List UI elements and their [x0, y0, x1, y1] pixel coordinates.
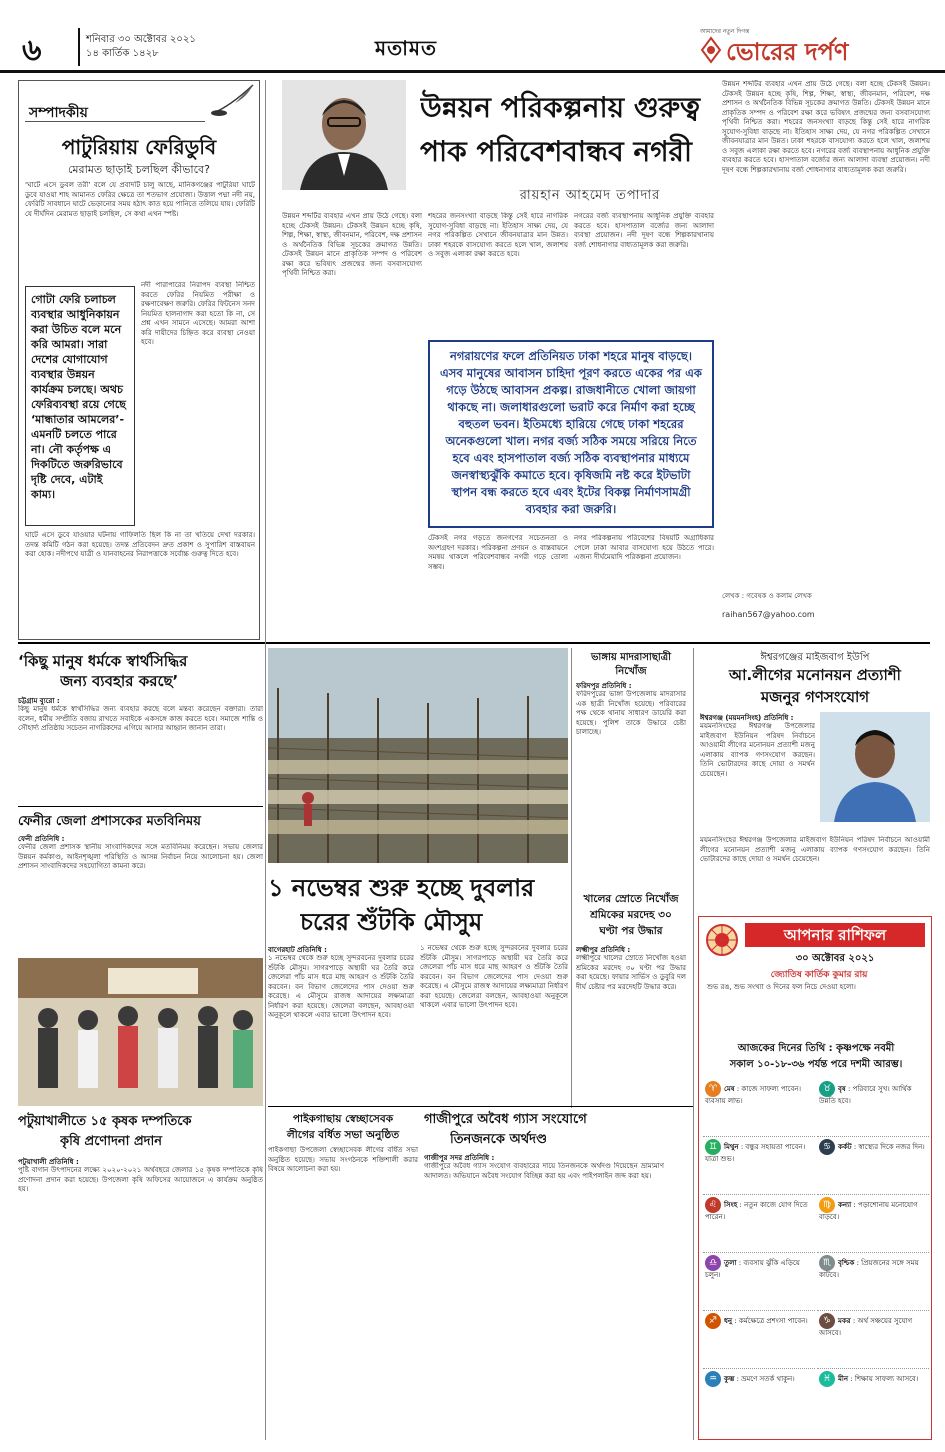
patuakhali-body: পুষ্টি বাগান উৎপাদনের লক্ষ্যে ২০২০-২০২১ অর্থবছরে জেলার ১৫ কৃষক দম্পতিকে কৃষি প্রণোদনা প্রদান করা হয়েছে। উপজেলা কৃষি অফিসের আয়োজনে এ কার্যক্রম অনুষ্ঠিত হয়। [18, 1166, 263, 1193]
editorial-body-1: ‘ঘাটে এসে ডুবল তরী’ বলে যে প্রবাদটি চালু আছে, মানিকগঞ্জের পাটুরিয়া ঘাটে ডুবে যাওয়া শাহ আমানত ফেরির ক্ষেত্রে তা শতভাগ প্রযোজ্য। উত্তাল পদ্মা নদী নয়, ফেরিটি সাবধানে ঘাটে ভেড়ানোর সময় হঠাৎ কাত হয়ে পানিতে তলিয়ে যায়। ফেরিটি যে দীর্ঘদিন মেরামত ছাড়াই চলছিল, সে কথা এখন স্পষ্ট। [25, 181, 255, 218]
oped-author: রায়হান আহমেদ তপাদার [519, 188, 661, 203]
logo-icon [700, 36, 722, 64]
candidate-body: ময়মনসিংহের ঈশ্বরগঞ্জ উপজেলার মাইজবাগ ইউনিয়ন পরিষদ নির্বাচনে আওয়ামী লীগের মনোনয়ন প্রত্যাশী মজনু এলাকায় ব্যাপক গণসংযোগ করছেন। তিনি ভোটারদের কাছে দোয়া ও সমর্থন চেয়েছেন। [700, 722, 815, 778]
libra-icon: ♎ [705, 1255, 721, 1271]
paikgacha-headline-1: পাইকগাছায় স্বেচ্ছাসেবক [292, 1113, 394, 1125]
zodiac-wheel-icon [705, 923, 739, 957]
editorial-box [18, 80, 260, 640]
zodiac-item: ♒ কুম্ভ : ভ্রমণে সতর্ক থাকুন। [703, 1369, 815, 1427]
header-date: শনিবার ৩০ অক্টোবর ২০২১ [86, 34, 196, 45]
paper-tagline: আমাদের নতুন দিগন্ত [700, 28, 750, 35]
pisces-icon: ♓ [819, 1371, 835, 1387]
dublar-headline-2: চরের শুঁটকি মৌসুম [300, 908, 483, 936]
religion-headline-1: ‘কিছু মানুষ ধর্মকে স্বার্থসিদ্ধির [18, 652, 188, 670]
oped-byline-note: লেখক : গবেষক ও কলাম লেখক [722, 592, 812, 600]
candidate-dateline: ঈশ্বরগঞ্জ (ময়মনসিংহ) প্রতিনিধি : [700, 714, 794, 722]
zodiac-col-right [817, 1079, 929, 1427]
gazipur-body: গাজীপুরে অবৈধ গ্যাস সংযোগ ব্যবহারের দায়ে তিনজনকে অর্থদণ্ড দিয়েছেন ভ্রাম্যমাণ আদালত। অভিযানে অবৈধ সংযোগ বিচ্ছিন্ন করা হয় এবং পাইপলাইন জব্দ করা হয়। [424, 1162, 664, 1180]
gazipur-headline-1: গাজীপুরে অবৈধ গ্যাস সংযোগে [424, 1112, 587, 1127]
oped-col-4: টেকসই নগর গড়তে জনগণের সচেতনতা ও অংশগ্রহণ দরকার। পরিকল্পনা প্রণয়ন ও বাস্তবায়নে সমন্বয় থাকলে পরিবেশবান্ধব নগরী গড়ে তোলা সম্ভব। [428, 534, 568, 571]
oped-col-3: নগরের বর্জ্য ব্যবস্থাপনায় আধুনিক প্রযুক্তি ব্যবহার করতে হবে। হাসপাতাল বর্জ্যের জন্য আলাদা ব্যবস্থা প্রয়োজন। নদী দূষণ বন্ধে শিল্পকারখানায় বর্জ্য শোধনাগার বাধ্যতামূলক করা জরুরি। [574, 212, 714, 249]
quill-icon [209, 83, 257, 117]
editorial-body-2: নদী পারাপারের নিরাপদ ব্যবস্থা নিশ্চিত করতে ফেরির নিয়মিত পরীক্ষা ও রক্ষণাবেক্ষণ জরুরি। ফেরির ফিটনেস সনদ নিয়মিত হালনাগাদ করা হতো কি না, সে প্রশ্ন এখন সামনে এসেছে। আমরা আশা করি দায়ীদের চিহ্নিত করে ব্যবস্থা নেওয়া হবে। [141, 281, 255, 346]
madrasa-headline-1: ভাঙ্গায় মাদরাসাছাত্রী [590, 652, 672, 663]
horoscope-date: ৩০ অক্টোবর ২০২১ [795, 953, 875, 964]
paikgacha-headline-2: লীগের বর্ধিত সভা অনুষ্ঠিত [286, 1129, 400, 1141]
paper-name: ভোরের দর্পণ [726, 37, 849, 66]
gazipur-dateline: গাজীপুর সদর প্রতিনিধি : [424, 1154, 495, 1162]
madrasa-dateline: ফরিদপুর প্রতিনিধি : [576, 682, 632, 690]
editorial-pullquote: গোটা ফেরি চলাচল ব্যবস্থার আধুনিকায়ন করা উচিত বলে মনে করি আমরা। সারা দেশের যোগাযোগ ব্যবস্থার উন্নয়ন কার্যক্রম চলছে। অথচ ফেরিব্যবস্থা রয়ে গেছে ‘মান্ধাতার আমলের’- এমনটি চলতে পারে না। নৌ কর্তৃপক্ষ এ দিকটিতে জরুরিভাবে দৃষ্টি দেবে, এটাই কাম্য। [25, 286, 135, 526]
cancer-icon: ♋ [819, 1139, 835, 1155]
scorpio-icon: ♏ [819, 1255, 835, 1271]
dublar-headline-1: ১ নভেম্বর শুরু হচ্ছে দুবলার [268, 874, 535, 902]
religion-headline-2: জন্য ব্যবহার করছে’ [60, 672, 179, 690]
feni-dateline: ফেনী প্রতিনিধি : [18, 835, 65, 843]
tithi-line: আজকের দিনের তিথি : কৃষ্ণপক্ষে নবমী [737, 1043, 895, 1054]
feni-headline: ফেনীর জেলা প্রশাসকের মতবিনিময় [18, 814, 201, 829]
virgo-icon: ♍ [819, 1197, 835, 1213]
zodiac-list [703, 1079, 929, 1435]
worker-headline-3: ঘণ্টা পর উদ্ধার [599, 925, 663, 937]
section-title: মতামত [375, 36, 438, 60]
worker-headline-1: খালের স্রোতে নিখোঁজ [583, 893, 679, 905]
oped-callout [428, 340, 714, 528]
zodiac-col-left [703, 1079, 815, 1427]
patuakhali-dateline: পটুয়াখালী প্রতিনিধি : [18, 1158, 79, 1166]
editorial-label: সম্পাদকীয় [29, 105, 88, 121]
taurus-icon: ♉ [819, 1081, 835, 1097]
oped-col-5: নগর পরিকল্পনায় পরিবেশের বিষয়টি অগ্রাধিকার পেলে ঢাকা আবার বাসযোগ্য হয়ে উঠতে পারে। এজন্য দীর্ঘমেয়াদি পরিকল্পনা প্রয়োজন। [574, 534, 714, 561]
header-date-bn: ১৪ কার্তিক ১৪২৮ [86, 48, 159, 59]
page-number: ৬ [22, 33, 42, 68]
patuakhali-headline-1: পটুয়াখালীতে ১৫ কৃষক দম্পতিকে [18, 1114, 192, 1129]
oped-headline-1: উন্নয়ন পরিকল্পনায় গুরুত্ব [420, 91, 701, 124]
zodiac-item: ♐ ধনু : কর্মক্ষেত্রে প্রশংসা পাবেন। [703, 1311, 815, 1369]
candidate-photo [820, 712, 930, 822]
dublar-dateline: বাগেরহাট প্রতিনিধি : [268, 946, 327, 954]
page-header [0, 22, 945, 74]
feni-body: ফেনীর জেলা প্রশাসক স্থানীয় সাংবাদিকদের সঙ্গে মতবিনিময় করেছেন। সভায় জেলার উন্নয়ন কর্মকাণ্ড, আইনশৃঙ্খলা পরিস্থিতি ও আসন্ন নির্বাচন নিয়ে আলোচনা হয়। জেলা প্রশাসন সাংবাদিকদের সহযোগিতা কামনা করে। [18, 843, 263, 870]
aries-icon: ♈ [705, 1081, 721, 1097]
zodiac-item: ♋ কর্কট : স্বাস্থ্যের দিকে নজর দিন। [817, 1137, 929, 1195]
horoscope-astrologer: জ্যোতিষ কার্তিক কুমার রায় [770, 970, 868, 980]
tithi-time: সকাল ১০-১৮-৩৬ পর্যন্ত পরে দশমী আরম্ভ। [729, 1059, 903, 1070]
oped-email[interactable]: raihan567@yahoo.com [722, 610, 815, 619]
aquarius-icon: ♒ [705, 1371, 721, 1387]
zodiac-item: ♑ মকর : অর্থ সঞ্চয়ের সুযোগ আসবে। [817, 1311, 929, 1369]
oped-col-2: শহরের জনসংখ্যা বাড়ছে কিন্তু সেই হারে নাগরিক সুযোগ-সুবিধা বাড়ছে না। ইতিহাস সাক্ষ্য দেয়, যে নগর পরিকল্পিত সেখানে জীবনযাত্রার মান উন্নত। ঢাকা শহরকে বাসযোগ্য করতে হলে খাল, জলাশয় ও সবুজ এলাকা রক্ষা করতে হবে। [428, 212, 568, 258]
editorial-headline: পাটুরিয়ায় ফেরিডুবি [61, 135, 217, 159]
paikgacha-body: পাইকগাছা উপজেলা স্বেচ্ছাসেবক লীগের বর্ধিত সভা অনুষ্ঠিত হয়েছে। সভায় সংগঠনকে শক্তিশালী করার বিষয়ে আলোচনা করা হয়। [268, 1146, 418, 1173]
zodiac-item: ♈ মেষ : কাজে সাফল্য পাবেন। ব্যবসায় লাভ। [703, 1079, 815, 1137]
zodiac-item: ♉ বৃষ : পরিবারে সুখ। আর্থিক উন্নতি হবে। [817, 1079, 929, 1137]
candidate-headline-2: মজনুর গণসংযোগ [760, 688, 870, 706]
zodiac-item: ♓ মীন : শিক্ষায় সাফল্য আসবে। [817, 1369, 929, 1427]
oped-right-col: উন্নয়ন শব্দটির ব্যবহার এখন প্রায় উঠে গেছে। বলা হচ্ছে টেকসই উন্নয়ন। টেকসই উন্নয়ন হচ্ছে কৃষি, শিল্প, শিক্ষা, স্বাস্থ্য, জীবনমান, পরিবেশ, দক্ষ প্রশাসন ও অর্থনৈতিক বিভিন্ন সূচকের ক্রমাগত উন্নতি। টেকসই উন্নয়ন মানে প্রাকৃতিক সম্পদ ও পরিবেশ রক্ষা করে ভবিষ্যৎ প্রজন্মের জন্য বসবাসযোগ্য পৃথিবী নিশ্চিত করা। শহরের জনসংখ্যা বাড়ছে কিন্তু সেই হারে নাগরিক সুযোগ-সুবিধা বাড়ছে না। ইতিহাস সাক্ষ্য দেয়, যে নগর পরিকল্পিত সেখানে জীবনযাত্রার মান উন্নত। ঢাকা শহরকে বাসযোগ্য করতে হলে খাল, জলাশয় ও সবুজ এলাকা রক্ষা করতে হবে। নগরের বর্জ্য ব্যবস্থাপনায় আধুনিক প্রযুক্তি ব্যবহার করতে হবে। হাসপাতাল বর্জ্যের জন্য আলাদা ব্যবস্থা প্রয়োজন। নদী দূষণ বন্ধে শিল্পকারখানায় বর্জ্য শোধনাগার বাধ্যতামূলক করা জরুরি। [722, 80, 930, 174]
oped-callout-text: নগরায়ণের ফলে প্রতিনিয়ত ঢাকা শহরে মানুষ বাড়ছে। এসব মানুষের আবাসন চাহিদা পূরণ করতে একের পর এক গড়ে উঠছে আবাসন প্রকল্প। রাজধানীতে খোলা জায়গা থাকছে না। জলাধারগুলো ভরাট করে নির্মাণ করা হচ্ছে বহুতল ভবন। ইতিমধ্যে হারিয়ে গেছে ঢাকা শহরের অনেকগুলো খাল। নগর বর্জ্য সঠিক সময়ে সরিয়ে নিতে হবে এবং হাসপাতাল বর্জ্য সঠিক ব্যবস্থাপনার মাধ্যমে জনস্বাস্থ্যঝুঁকি কমাতে হবে। কৃষিজমি নষ্ট করে ইটভাটা স্থাপন বন্ধ করতে হবে এবং ইটের বিকল্প নির্মাণসামগ্রী ব্যবহার করা জরুরি। [440, 349, 702, 516]
zodiac-item: ♌ সিংহ : নতুন কাজে যোগ দিতে পারেন। [703, 1195, 815, 1253]
leo-icon: ♌ [705, 1197, 721, 1213]
worker-body: লক্ষ্মীপুরে খালের স্রোতে নিখোঁজ হওয়া শ্রমিকের মরদেহ ৩০ ঘণ্টা পর উদ্ধার করা হয়েছে। ফায়ার সার্ভিস ও ডুবুরি দল দীর্ঘ চেষ্টার পর মরদেহটি উদ্ধার করে। [576, 954, 686, 991]
religion-body: কিছু মানুষ ধর্মকে স্বার্থসিদ্ধির জন্য ব্যবহার করছে বলে মন্তব্য করেছেন বক্তারা। তারা বলেন, ধর্মীয় সম্প্রীতি বজায় রাখতে সবাইকে একসঙ্গে কাজ করতে হবে। সমাজে শান্তি ও সৌহার্দ্য প্রতিষ্ঠায় সচেতন নাগরিকদের এগিয়ে আসার আহ্বান জানান তারা। [18, 705, 263, 732]
gemini-icon: ♊ [705, 1139, 721, 1155]
zodiac-item: ♏ বৃশ্চিক : প্রিয়জনের সঙ্গে সময় কাটবে। [817, 1253, 929, 1311]
worker-headline-2: শ্রমিকের মরদেহ ৩০ [590, 909, 672, 921]
editorial-body-3: ঘাটে এসে ডুবে যাওয়ার ঘটনায় গাফিলতি ছিল কি না তা খতিয়ে দেখা দরকার। তদন্ত কমিটি গঠন করা হয়েছে। তদন্ত প্রতিবেদন দ্রুত প্রকাশ ও সুপারিশ বাস্তবায়ন করা হোক। নদীপথে যাত্রী ও যানবাহনের নিরাপত্তাকে সর্বোচ্চ গুরুত্ব দিতে হবে। [25, 531, 255, 558]
oped-headline-2: পাক পরিবেশবান্ধব নগরী [420, 135, 692, 168]
madrasa-headline-2: নিখোঁজ [615, 666, 647, 677]
dublar-photo [268, 648, 568, 863]
zodiac-item: ♍ কন্যা : পড়াশোনায় মনোযোগ বাড়বে। [817, 1195, 929, 1253]
capricorn-icon: ♑ [819, 1313, 835, 1329]
madrasa-body: ফরিদপুরের ভাঙ্গা উপজেলায় মাদরাসার এক ছাত্রী নিখোঁজ হয়েছে। পরিবারের পক্ষ থেকে থানায় সাধারণ ডায়েরি করা হয়েছে। পুলিশ তাকে উদ্ধারে চেষ্টা চালাচ্ছে। [576, 690, 686, 736]
horoscope-box [698, 916, 932, 1440]
editorial-subhead: মেরামত ছাড়াই চলছিল কীভাবে? [67, 163, 211, 176]
religion-dateline: চট্টগ্রাম ব্যুরো : [18, 697, 60, 705]
oped-col-1: উন্নয়ন শব্দটির ব্যবহার এখন প্রায় উঠে গেছে। বলা হচ্ছে টেকসই উন্নয়ন। টেকসই উন্নয়ন হচ্ছে কৃষি, শিল্প, শিক্ষা, স্বাস্থ্য, জীবনমান, পরিবেশ, দক্ষ প্রশাসন ও অর্থনৈতিক বিভিন্ন সূচকের ক্রমাগত উন্নতি। টেকসই উন্নয়ন মানে প্রাকৃতিক সম্পদ ও পরিবেশ রক্ষা করে ভবিষ্যৎ প্রজন্মের জন্য বসবাসযোগ্য পৃথিবী নিশ্চিত করা। [282, 212, 422, 277]
patuakhali-photo [18, 958, 263, 1106]
horoscope-intro: শুভ রঙ, শুভ সংখ্যা ও দিনের ফল নিচে দেওয়া হলো। [707, 983, 856, 991]
worker-dateline: লক্ষ্মীপুর প্রতিনিধি : [576, 946, 631, 954]
dublar-body-1: ১ নভেম্বর থেকে শুরু হচ্ছে সুন্দরবনের দুবলার চরের শুঁটকি মৌসুম। সাগরপাড়ে অস্থায়ী ঘর তৈরি করে জেলেরা পাঁচ মাস ধরে মাছ আহরণ ও শুঁটকি তৈরি করবেন। বন বিভাগ জেলেদের পাস দেওয়া শুরু করেছে। এ মৌসুমে রাজস্ব আদায়ের লক্ষ্যমাত্রা নির্ধারণ করা হয়েছে। জেলেরা বলছেন, আবহাওয়া অনুকূলে থাকলে এবার ভালো উৎপাদন হবে। [268, 954, 414, 1019]
zodiac-item: ♎ তুলা : ব্যবসায় ঝুঁকি এড়িয়ে চলুন। [703, 1253, 815, 1311]
candidate-body-2: ময়মনসিংহের ঈশ্বরগঞ্জ উপজেলার মাইজবাগ ইউনিয়ন পরিষদ নির্বাচনে আওয়ামী লীগের মনোনয়ন প্রত্যাশী মজনু এলাকায় ব্যাপক গণসংযোগ করছেন। তিনি ভোটারদের কাছে দোয়া ও সমর্থন চেয়েছেন। [700, 836, 930, 863]
author-photo [282, 80, 406, 190]
gazipur-headline-2: তিনজনকে অর্থদণ্ড [450, 1132, 547, 1147]
patuakhali-headline-2: কৃষি প্রণোদনা প্রদান [60, 1134, 163, 1149]
sagittarius-icon: ♐ [705, 1313, 721, 1329]
horoscope-title: আপনার রাশিফল [745, 923, 925, 947]
candidate-headline-1: আ.লীগের মনোনয়ন প্রত্যাশী [729, 666, 901, 684]
zodiac-item: ♊ মিথুন : বন্ধুর সহায়তা পাবেন। যাত্রা শুভ। [703, 1137, 815, 1195]
candidate-kicker: ঈশ্বরগঞ্জের মাইজবাগ ইউপি [760, 652, 870, 663]
dublar-body-2: ১ নভেম্বর থেকে শুরু হচ্ছে সুন্দরবনের দুবলার চরের শুঁটকি মৌসুম। সাগরপাড়ে অস্থায়ী ঘর তৈরি করে জেলেরা পাঁচ মাস ধরে মাছ আহরণ ও শুঁটকি তৈরি করবেন। বন বিভাগ জেলেদের পাস দেওয়া শুরু করেছে। এ মৌসুমে রাজস্ব আদায়ের লক্ষ্যমাত্রা নির্ধারণ করা হয়েছে। জেলেরা বলছেন, আবহাওয়া অনুকূলে থাকলে এবার ভালো উৎপাদন হবে। [420, 944, 568, 1009]
